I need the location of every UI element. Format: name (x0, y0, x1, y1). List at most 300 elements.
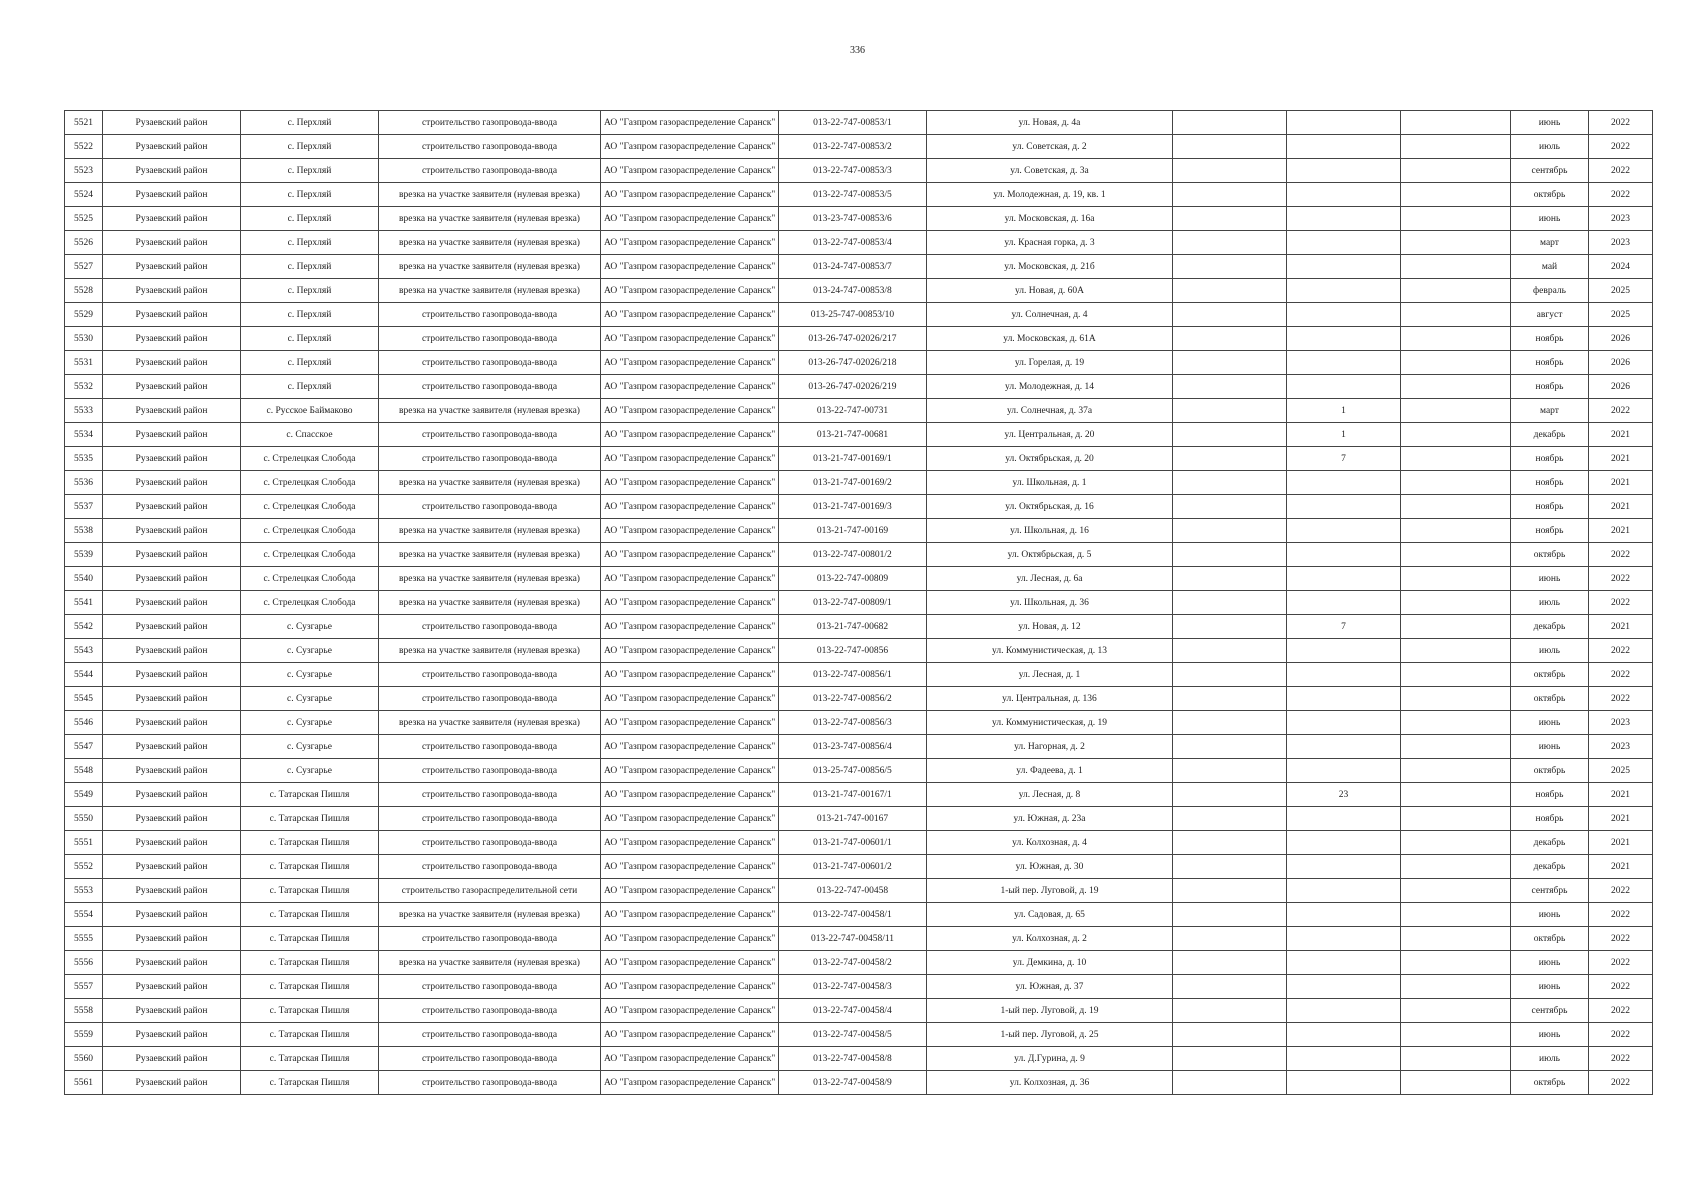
work-type-cell: строительство газопровода-ввода (379, 999, 601, 1023)
row-number-cell: 5545 (65, 687, 103, 711)
quantity-cell (1287, 495, 1401, 519)
year-cell: 2023 (1589, 735, 1653, 759)
organization-cell: АО "Газпром газораспределение Саранск" (601, 807, 779, 831)
organization-cell: АО "Газпром газораспределение Саранск" (601, 207, 779, 231)
quantity-cell (1287, 327, 1401, 351)
contract-number-cell: 013-25-747-00853/10 (779, 303, 927, 327)
organization-cell: АО "Газпром газораспределение Саранск" (601, 567, 779, 591)
quantity-cell (1287, 543, 1401, 567)
empty-col-a-cell (1173, 327, 1287, 351)
contract-number-cell: 013-22-747-00458/4 (779, 999, 927, 1023)
year-cell: 2025 (1589, 759, 1653, 783)
settlement-cell: с. Стрелецкая Слобода (241, 447, 379, 471)
month-cell: октябрь (1511, 759, 1589, 783)
table-row (65, 975, 1653, 999)
empty-col-b-cell (1401, 1071, 1511, 1095)
table-row (65, 663, 1653, 687)
empty-col-a-cell (1173, 783, 1287, 807)
district-cell: Рузаевский район (103, 255, 241, 279)
quantity-cell (1287, 351, 1401, 375)
district-cell: Рузаевский район (103, 495, 241, 519)
contract-number-cell: 013-22-747-00853/4 (779, 231, 927, 255)
settlement-cell: с. Стрелецкая Слобода (241, 591, 379, 615)
settlement-cell: с. Сузгарье (241, 687, 379, 711)
empty-col-a-cell (1173, 663, 1287, 687)
address-cell: ул. Южная, д. 30 (927, 855, 1173, 879)
contract-number-cell: 013-25-747-00856/5 (779, 759, 927, 783)
settlement-cell: с. Сузгарье (241, 735, 379, 759)
table-row (65, 327, 1653, 351)
district-cell: Рузаевский район (103, 543, 241, 567)
district-cell: Рузаевский район (103, 879, 241, 903)
row-number-cell: 5547 (65, 735, 103, 759)
organization-cell: АО "Газпром газораспределение Саранск" (601, 663, 779, 687)
empty-col-b-cell (1401, 951, 1511, 975)
work-type-cell: строительство газопровода-ввода (379, 111, 601, 135)
address-cell: ул. Молодежная, д. 14 (927, 375, 1173, 399)
empty-col-b-cell (1401, 807, 1511, 831)
address-cell: ул. Колхозная, д. 36 (927, 1071, 1173, 1095)
quantity-cell (1287, 591, 1401, 615)
organization-cell: АО "Газпром газораспределение Саранск" (601, 111, 779, 135)
year-cell: 2022 (1589, 543, 1653, 567)
empty-col-a-cell (1173, 375, 1287, 399)
work-type-cell: строительство газопровода-ввода (379, 1071, 601, 1095)
empty-col-b-cell (1401, 519, 1511, 543)
work-type-cell: строительство газопровода-ввода (379, 759, 601, 783)
work-type-cell: врезка на участке заявителя (нулевая врезка) (379, 399, 601, 423)
table-row (65, 735, 1653, 759)
table-row (65, 831, 1653, 855)
year-cell: 2022 (1589, 1047, 1653, 1071)
empty-col-a-cell (1173, 975, 1287, 999)
month-cell: декабрь (1511, 831, 1589, 855)
empty-col-b-cell (1401, 999, 1511, 1023)
row-number-cell: 5521 (65, 111, 103, 135)
quantity-cell (1287, 231, 1401, 255)
contract-number-cell: 013-23-747-00856/4 (779, 735, 927, 759)
district-cell: Рузаевский район (103, 831, 241, 855)
table-row (65, 399, 1653, 423)
quantity-cell: 1 (1287, 399, 1401, 423)
year-cell: 2021 (1589, 423, 1653, 447)
contract-number-cell: 013-21-747-00601/1 (779, 831, 927, 855)
empty-col-a-cell (1173, 351, 1287, 375)
organization-cell: АО "Газпром газораспределение Саранск" (601, 543, 779, 567)
address-cell: ул. Новая, д. 60А (927, 279, 1173, 303)
empty-col-a-cell (1173, 255, 1287, 279)
address-cell: ул. Лесная, д. 1 (927, 663, 1173, 687)
district-cell: Рузаевский район (103, 903, 241, 927)
settlement-cell: с. Перхляй (241, 231, 379, 255)
district-cell: Рузаевский район (103, 759, 241, 783)
empty-col-b-cell (1401, 303, 1511, 327)
work-type-cell: строительство газопровода-ввода (379, 495, 601, 519)
year-cell: 2022 (1589, 975, 1653, 999)
month-cell: октябрь (1511, 927, 1589, 951)
district-cell: Рузаевский район (103, 951, 241, 975)
table-row (65, 231, 1653, 255)
row-number-cell: 5533 (65, 399, 103, 423)
empty-col-a-cell (1173, 519, 1287, 543)
row-number-cell: 5534 (65, 423, 103, 447)
empty-col-b-cell (1401, 111, 1511, 135)
quantity-cell (1287, 519, 1401, 543)
address-cell: ул. Д.Гурина, д. 9 (927, 1047, 1173, 1071)
organization-cell: АО "Газпром газораспределение Саранск" (601, 927, 779, 951)
month-cell: март (1511, 399, 1589, 423)
address-cell: ул. Школьная, д. 36 (927, 591, 1173, 615)
address-cell: ул. Нагорная, д. 2 (927, 735, 1173, 759)
row-number-cell: 5537 (65, 495, 103, 519)
empty-col-a-cell (1173, 903, 1287, 927)
work-type-cell: строительство газопровода-ввода (379, 831, 601, 855)
district-cell: Рузаевский район (103, 735, 241, 759)
month-cell: октябрь (1511, 663, 1589, 687)
empty-col-b-cell (1401, 663, 1511, 687)
contract-number-cell: 013-21-747-00169/3 (779, 495, 927, 519)
address-cell: ул. Южная, д. 23а (927, 807, 1173, 831)
row-number-cell: 5556 (65, 951, 103, 975)
month-cell: июнь (1511, 567, 1589, 591)
empty-col-a-cell (1173, 951, 1287, 975)
address-cell: ул. Советская, д. 2 (927, 135, 1173, 159)
work-type-cell: строительство газопровода-ввода (379, 927, 601, 951)
address-cell: ул. Демкина, д. 10 (927, 951, 1173, 975)
district-cell: Рузаевский район (103, 663, 241, 687)
work-type-cell: строительство газопровода-ввода (379, 807, 601, 831)
organization-cell: АО "Газпром газораспределение Саранск" (601, 759, 779, 783)
organization-cell: АО "Газпром газораспределение Саранск" (601, 735, 779, 759)
contract-number-cell: 013-24-747-00853/8 (779, 279, 927, 303)
empty-col-a-cell (1173, 831, 1287, 855)
settlement-cell: с. Татарская Пишля (241, 951, 379, 975)
address-cell: ул. Новая, д. 12 (927, 615, 1173, 639)
row-number-cell: 5541 (65, 591, 103, 615)
table-row (65, 1071, 1653, 1095)
table-row (65, 279, 1653, 303)
address-cell: ул. Коммунистическая, д. 19 (927, 711, 1173, 735)
contract-number-cell: 013-26-747-02026/218 (779, 351, 927, 375)
organization-cell: АО "Газпром газораспределение Саранск" (601, 879, 779, 903)
month-cell: декабрь (1511, 855, 1589, 879)
quantity-cell (1287, 639, 1401, 663)
row-number-cell: 5535 (65, 447, 103, 471)
month-cell: август (1511, 303, 1589, 327)
organization-cell: АО "Газпром газораспределение Саранск" (601, 1023, 779, 1047)
district-cell: Рузаевский район (103, 279, 241, 303)
quantity-cell: 7 (1287, 615, 1401, 639)
empty-col-a-cell (1173, 1047, 1287, 1071)
organization-cell: АО "Газпром газораспределение Саранск" (601, 327, 779, 351)
district-cell: Рузаевский район (103, 159, 241, 183)
month-cell: ноябрь (1511, 807, 1589, 831)
year-cell: 2022 (1589, 879, 1653, 903)
contract-number-cell: 013-22-747-00458/1 (779, 903, 927, 927)
empty-col-b-cell (1401, 135, 1511, 159)
month-cell: июнь (1511, 111, 1589, 135)
row-number-cell: 5553 (65, 879, 103, 903)
work-type-cell: врезка на участке заявителя (нулевая врезка) (379, 255, 601, 279)
address-cell: 1-ый пер. Луговой, д. 19 (927, 999, 1173, 1023)
row-number-cell: 5555 (65, 927, 103, 951)
work-type-cell: врезка на участке заявителя (нулевая врезка) (379, 591, 601, 615)
work-type-cell: врезка на участке заявителя (нулевая врезка) (379, 183, 601, 207)
empty-col-b-cell (1401, 447, 1511, 471)
quantity-cell (1287, 1047, 1401, 1071)
empty-col-a-cell (1173, 495, 1287, 519)
work-type-cell: врезка на участке заявителя (нулевая врезка) (379, 519, 601, 543)
empty-col-b-cell (1401, 927, 1511, 951)
empty-col-b-cell (1401, 423, 1511, 447)
table-row (65, 1047, 1653, 1071)
address-cell: 1-ый пер. Луговой, д. 19 (927, 879, 1173, 903)
quantity-cell (1287, 255, 1401, 279)
quantity-cell (1287, 927, 1401, 951)
quantity-cell (1287, 471, 1401, 495)
empty-col-b-cell (1401, 327, 1511, 351)
empty-col-a-cell (1173, 879, 1287, 903)
empty-col-b-cell (1401, 591, 1511, 615)
year-cell: 2021 (1589, 471, 1653, 495)
settlement-cell: с. Татарская Пишля (241, 1023, 379, 1047)
empty-col-a-cell (1173, 231, 1287, 255)
district-cell: Рузаевский район (103, 687, 241, 711)
contract-number-cell: 013-22-747-00801/2 (779, 543, 927, 567)
contract-number-cell: 013-22-747-00809 (779, 567, 927, 591)
year-cell: 2022 (1589, 591, 1653, 615)
month-cell: март (1511, 231, 1589, 255)
page-number: 336 (850, 45, 865, 56)
settlement-cell: с. Перхляй (241, 327, 379, 351)
settlement-cell: с. Татарская Пишля (241, 1047, 379, 1071)
empty-col-b-cell (1401, 711, 1511, 735)
contract-number-cell: 013-22-747-00853/2 (779, 135, 927, 159)
empty-col-b-cell (1401, 279, 1511, 303)
month-cell: июль (1511, 591, 1589, 615)
year-cell: 2022 (1589, 951, 1653, 975)
organization-cell: АО "Газпром газораспределение Саранск" (601, 903, 779, 927)
month-cell: июнь (1511, 975, 1589, 999)
empty-col-a-cell (1173, 807, 1287, 831)
organization-cell: АО "Газпром газораспределение Саранск" (601, 831, 779, 855)
organization-cell: АО "Газпром газораспределение Саранск" (601, 423, 779, 447)
empty-col-a-cell (1173, 279, 1287, 303)
work-type-cell: строительство газопровода-ввода (379, 1023, 601, 1047)
year-cell: 2026 (1589, 327, 1653, 351)
empty-col-a-cell (1173, 735, 1287, 759)
empty-col-a-cell (1173, 543, 1287, 567)
empty-col-a-cell (1173, 447, 1287, 471)
row-number-cell: 5543 (65, 639, 103, 663)
month-cell: июнь (1511, 1023, 1589, 1047)
year-cell: 2021 (1589, 519, 1653, 543)
month-cell: ноябрь (1511, 783, 1589, 807)
district-cell: Рузаевский район (103, 351, 241, 375)
quantity-cell (1287, 687, 1401, 711)
year-cell: 2021 (1589, 807, 1653, 831)
address-cell: ул. Октябрьская, д. 16 (927, 495, 1173, 519)
district-cell: Рузаевский район (103, 855, 241, 879)
contract-number-cell: 013-23-747-00853/6 (779, 207, 927, 231)
work-type-cell: врезка на участке заявителя (нулевая врезка) (379, 567, 601, 591)
month-cell: октябрь (1511, 543, 1589, 567)
organization-cell: АО "Газпром газораспределение Саранск" (601, 135, 779, 159)
empty-col-b-cell (1401, 759, 1511, 783)
row-number-cell: 5542 (65, 615, 103, 639)
month-cell: ноябрь (1511, 519, 1589, 543)
contract-number-cell: 013-21-747-00681 (779, 423, 927, 447)
work-type-cell: строительство газопровода-ввода (379, 783, 601, 807)
address-cell: ул. Солнечная, д. 4 (927, 303, 1173, 327)
year-cell: 2026 (1589, 375, 1653, 399)
quantity-cell (1287, 567, 1401, 591)
organization-cell: АО "Газпром газораспределение Саранск" (601, 783, 779, 807)
month-cell: июнь (1511, 711, 1589, 735)
year-cell: 2022 (1589, 135, 1653, 159)
month-cell: июнь (1511, 903, 1589, 927)
quantity-cell (1287, 207, 1401, 231)
empty-col-a-cell (1173, 159, 1287, 183)
table-row (65, 999, 1653, 1023)
table-row (65, 135, 1653, 159)
table-row (65, 807, 1653, 831)
month-cell: февраль (1511, 279, 1589, 303)
row-number-cell: 5540 (65, 567, 103, 591)
month-cell: июнь (1511, 207, 1589, 231)
district-cell: Рузаевский район (103, 471, 241, 495)
table-row (65, 783, 1653, 807)
table-row (65, 1023, 1653, 1047)
year-cell: 2021 (1589, 495, 1653, 519)
table-row (65, 303, 1653, 327)
organization-cell: АО "Газпром газораспределение Саранск" (601, 711, 779, 735)
quantity-cell (1287, 855, 1401, 879)
row-number-cell: 5561 (65, 1071, 103, 1095)
month-cell: ноябрь (1511, 351, 1589, 375)
settlement-cell: с. Перхляй (241, 255, 379, 279)
address-cell: ул. Садовая, д. 65 (927, 903, 1173, 927)
work-type-cell: врезка на участке заявителя (нулевая врезка) (379, 231, 601, 255)
address-cell: ул. Солнечная, д. 37а (927, 399, 1173, 423)
settlement-cell: с. Стрелецкая Слобода (241, 495, 379, 519)
contract-number-cell: 013-21-747-00167/1 (779, 783, 927, 807)
row-number-cell: 5529 (65, 303, 103, 327)
empty-col-a-cell (1173, 1023, 1287, 1047)
work-type-cell: строительство газопровода-ввода (379, 375, 601, 399)
empty-col-a-cell (1173, 927, 1287, 951)
settlement-cell: с. Стрелецкая Слобода (241, 519, 379, 543)
row-number-cell: 5546 (65, 711, 103, 735)
row-number-cell: 5554 (65, 903, 103, 927)
organization-cell: АО "Газпром газораспределение Саранск" (601, 1071, 779, 1095)
table-row (65, 615, 1653, 639)
year-cell: 2022 (1589, 399, 1653, 423)
work-type-cell: строительство газопровода-ввода (379, 663, 601, 687)
work-type-cell: строительство газопровода-ввода (379, 447, 601, 471)
organization-cell: АО "Газпром газораспределение Саранск" (601, 495, 779, 519)
organization-cell: АО "Газпром газораспределение Саранск" (601, 231, 779, 255)
empty-col-b-cell (1401, 471, 1511, 495)
empty-col-b-cell (1401, 207, 1511, 231)
contract-number-cell: 013-22-747-00856/3 (779, 711, 927, 735)
month-cell: октябрь (1511, 183, 1589, 207)
row-number-cell: 5524 (65, 183, 103, 207)
organization-cell: АО "Газпром газораспределение Саранск" (601, 519, 779, 543)
work-type-cell: строительство газопровода-ввода (379, 327, 601, 351)
empty-col-a-cell (1173, 303, 1287, 327)
work-type-cell: врезка на участке заявителя (нулевая врезка) (379, 903, 601, 927)
month-cell: ноябрь (1511, 471, 1589, 495)
address-cell: 1-ый пер. Луговой, д. 25 (927, 1023, 1173, 1047)
table-body (65, 111, 1653, 1095)
organization-cell: АО "Газпром газораспределение Саранск" (601, 279, 779, 303)
registry-table (64, 110, 1653, 1095)
quantity-cell (1287, 831, 1401, 855)
quantity-cell: 1 (1287, 423, 1401, 447)
address-cell: ул. Школьная, д. 16 (927, 519, 1173, 543)
table-row (65, 423, 1653, 447)
empty-col-a-cell (1173, 423, 1287, 447)
table-row (65, 855, 1653, 879)
quantity-cell (1287, 951, 1401, 975)
settlement-cell: с. Стрелецкая Слобода (241, 471, 379, 495)
district-cell: Рузаевский район (103, 711, 241, 735)
row-number-cell: 5525 (65, 207, 103, 231)
row-number-cell: 5523 (65, 159, 103, 183)
district-cell: Рузаевский район (103, 567, 241, 591)
month-cell: июль (1511, 639, 1589, 663)
table-row (65, 759, 1653, 783)
contract-number-cell: 013-22-747-00458/11 (779, 927, 927, 951)
district-cell: Рузаевский район (103, 999, 241, 1023)
year-cell: 2022 (1589, 927, 1653, 951)
settlement-cell: с. Татарская Пишля (241, 783, 379, 807)
organization-cell: АО "Газпром газораспределение Саранск" (601, 615, 779, 639)
address-cell: ул. Лесная, д. 6а (927, 567, 1173, 591)
empty-col-a-cell (1173, 711, 1287, 735)
empty-col-a-cell (1173, 687, 1287, 711)
year-cell: 2025 (1589, 279, 1653, 303)
quantity-cell (1287, 735, 1401, 759)
month-cell: июнь (1511, 735, 1589, 759)
empty-col-b-cell (1401, 783, 1511, 807)
district-cell: Рузаевский район (103, 111, 241, 135)
contract-number-cell: 013-22-747-00458/8 (779, 1047, 927, 1071)
district-cell: Рузаевский район (103, 639, 241, 663)
month-cell: декабрь (1511, 615, 1589, 639)
contract-number-cell: 013-26-747-02026/219 (779, 375, 927, 399)
row-number-cell: 5560 (65, 1047, 103, 1071)
quantity-cell (1287, 303, 1401, 327)
district-cell: Рузаевский район (103, 615, 241, 639)
row-number-cell: 5539 (65, 543, 103, 567)
district-cell: Рузаевский район (103, 183, 241, 207)
work-type-cell: строительство газопровода-ввода (379, 351, 601, 375)
organization-cell: АО "Газпром газораспределение Саранск" (601, 399, 779, 423)
address-cell: ул. Центральная, д. 136 (927, 687, 1173, 711)
settlement-cell: с. Перхляй (241, 135, 379, 159)
row-number-cell: 5527 (65, 255, 103, 279)
empty-col-a-cell (1173, 471, 1287, 495)
quantity-cell (1287, 135, 1401, 159)
quantity-cell (1287, 375, 1401, 399)
year-cell: 2022 (1589, 159, 1653, 183)
empty-col-b-cell (1401, 543, 1511, 567)
empty-col-a-cell (1173, 591, 1287, 615)
work-type-cell: врезка на участке заявителя (нулевая врезка) (379, 207, 601, 231)
settlement-cell: с. Перхляй (241, 303, 379, 327)
